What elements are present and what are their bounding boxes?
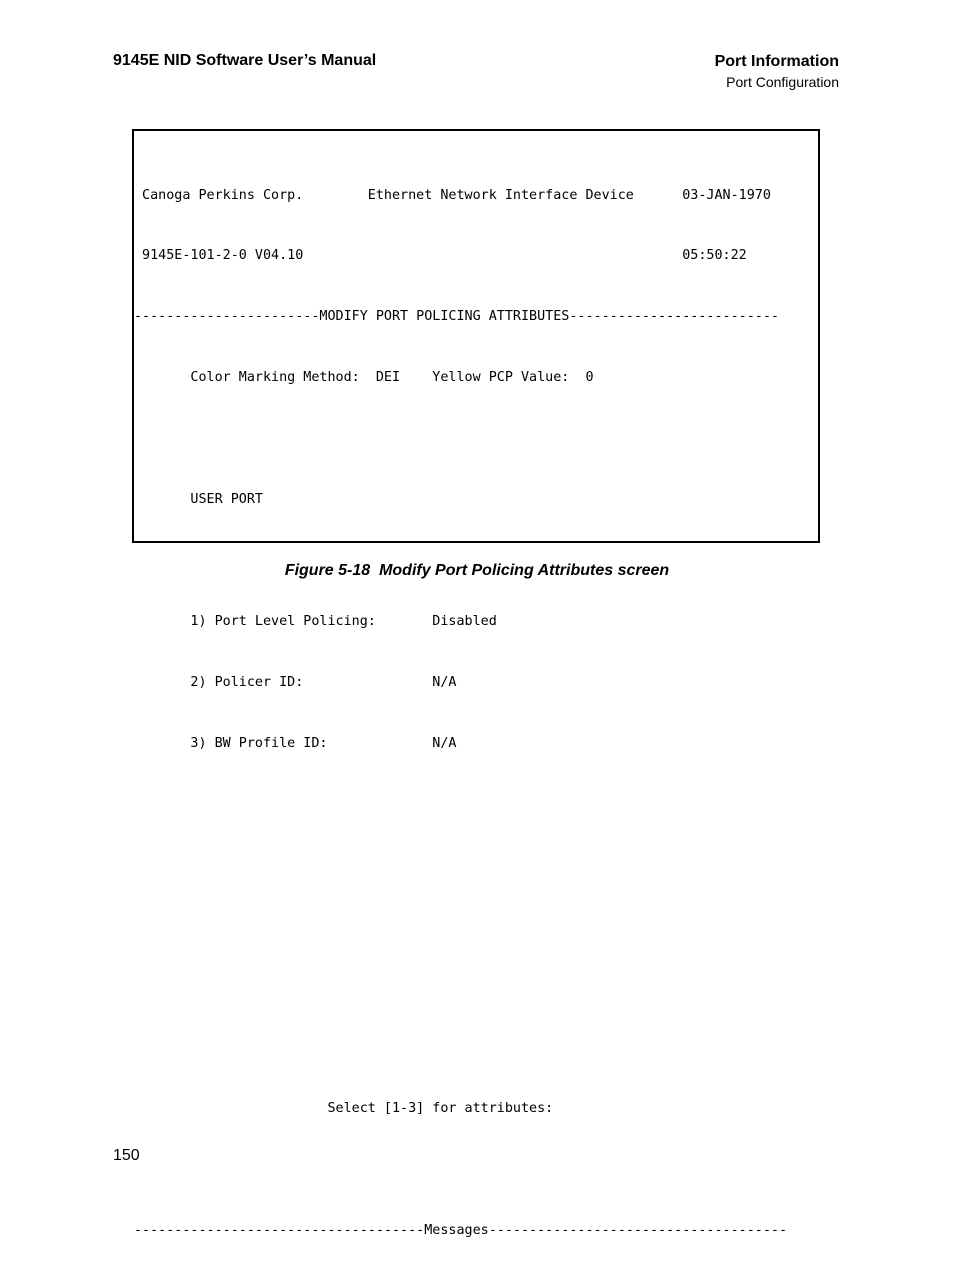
- terminal-line: Canoga Perkins Corp. Ethernet Network Interface Device 03-JAN-1970: [134, 187, 771, 203]
- terminal-line: [134, 795, 787, 815]
- terminal-line: [134, 977, 787, 997]
- section-title: Port Information: [714, 53, 839, 70]
- terminal-line: 2) Policer ID: N/A: [134, 674, 457, 690]
- subsection-title: Port Configuration: [726, 74, 839, 90]
- terminal-line: 1) Port Level Policing: Disabled: [134, 613, 497, 629]
- terminal-line: USER PORT: [134, 492, 263, 508]
- terminal-line: [134, 916, 787, 936]
- terminal-text: [134, 145, 787, 1282]
- terminal-line: [134, 1160, 787, 1180]
- terminal-line: [134, 855, 787, 875]
- terminal-line: -----------------------MODIFY PORT POLICING ATTRIBUTES--------------------------: [134, 309, 779, 325]
- terminal-line: [134, 1038, 787, 1058]
- terminal-line: Select [1-3] for attributes:: [134, 1100, 554, 1116]
- terminal-line: [134, 429, 787, 449]
- page-number: 150: [113, 1147, 140, 1164]
- terminal-line: Color Marking Method: DEI Yellow PCP Value: 0: [134, 370, 594, 386]
- terminal-line: ------------------------------------Messages-------------------------------------: [134, 1222, 788, 1238]
- manual-title: 9145E NID Software User’s Manual: [113, 52, 377, 69]
- terminal-line: 3) BW Profile ID: N/A: [134, 735, 457, 751]
- terminal-line: 9145E-101-2-0 V04.10 05:50:22: [134, 248, 747, 264]
- figure-caption: Figure 5-18 Modify Port Policing Attributes screen: [284, 562, 670, 579]
- running-header: [715, 52, 839, 93]
